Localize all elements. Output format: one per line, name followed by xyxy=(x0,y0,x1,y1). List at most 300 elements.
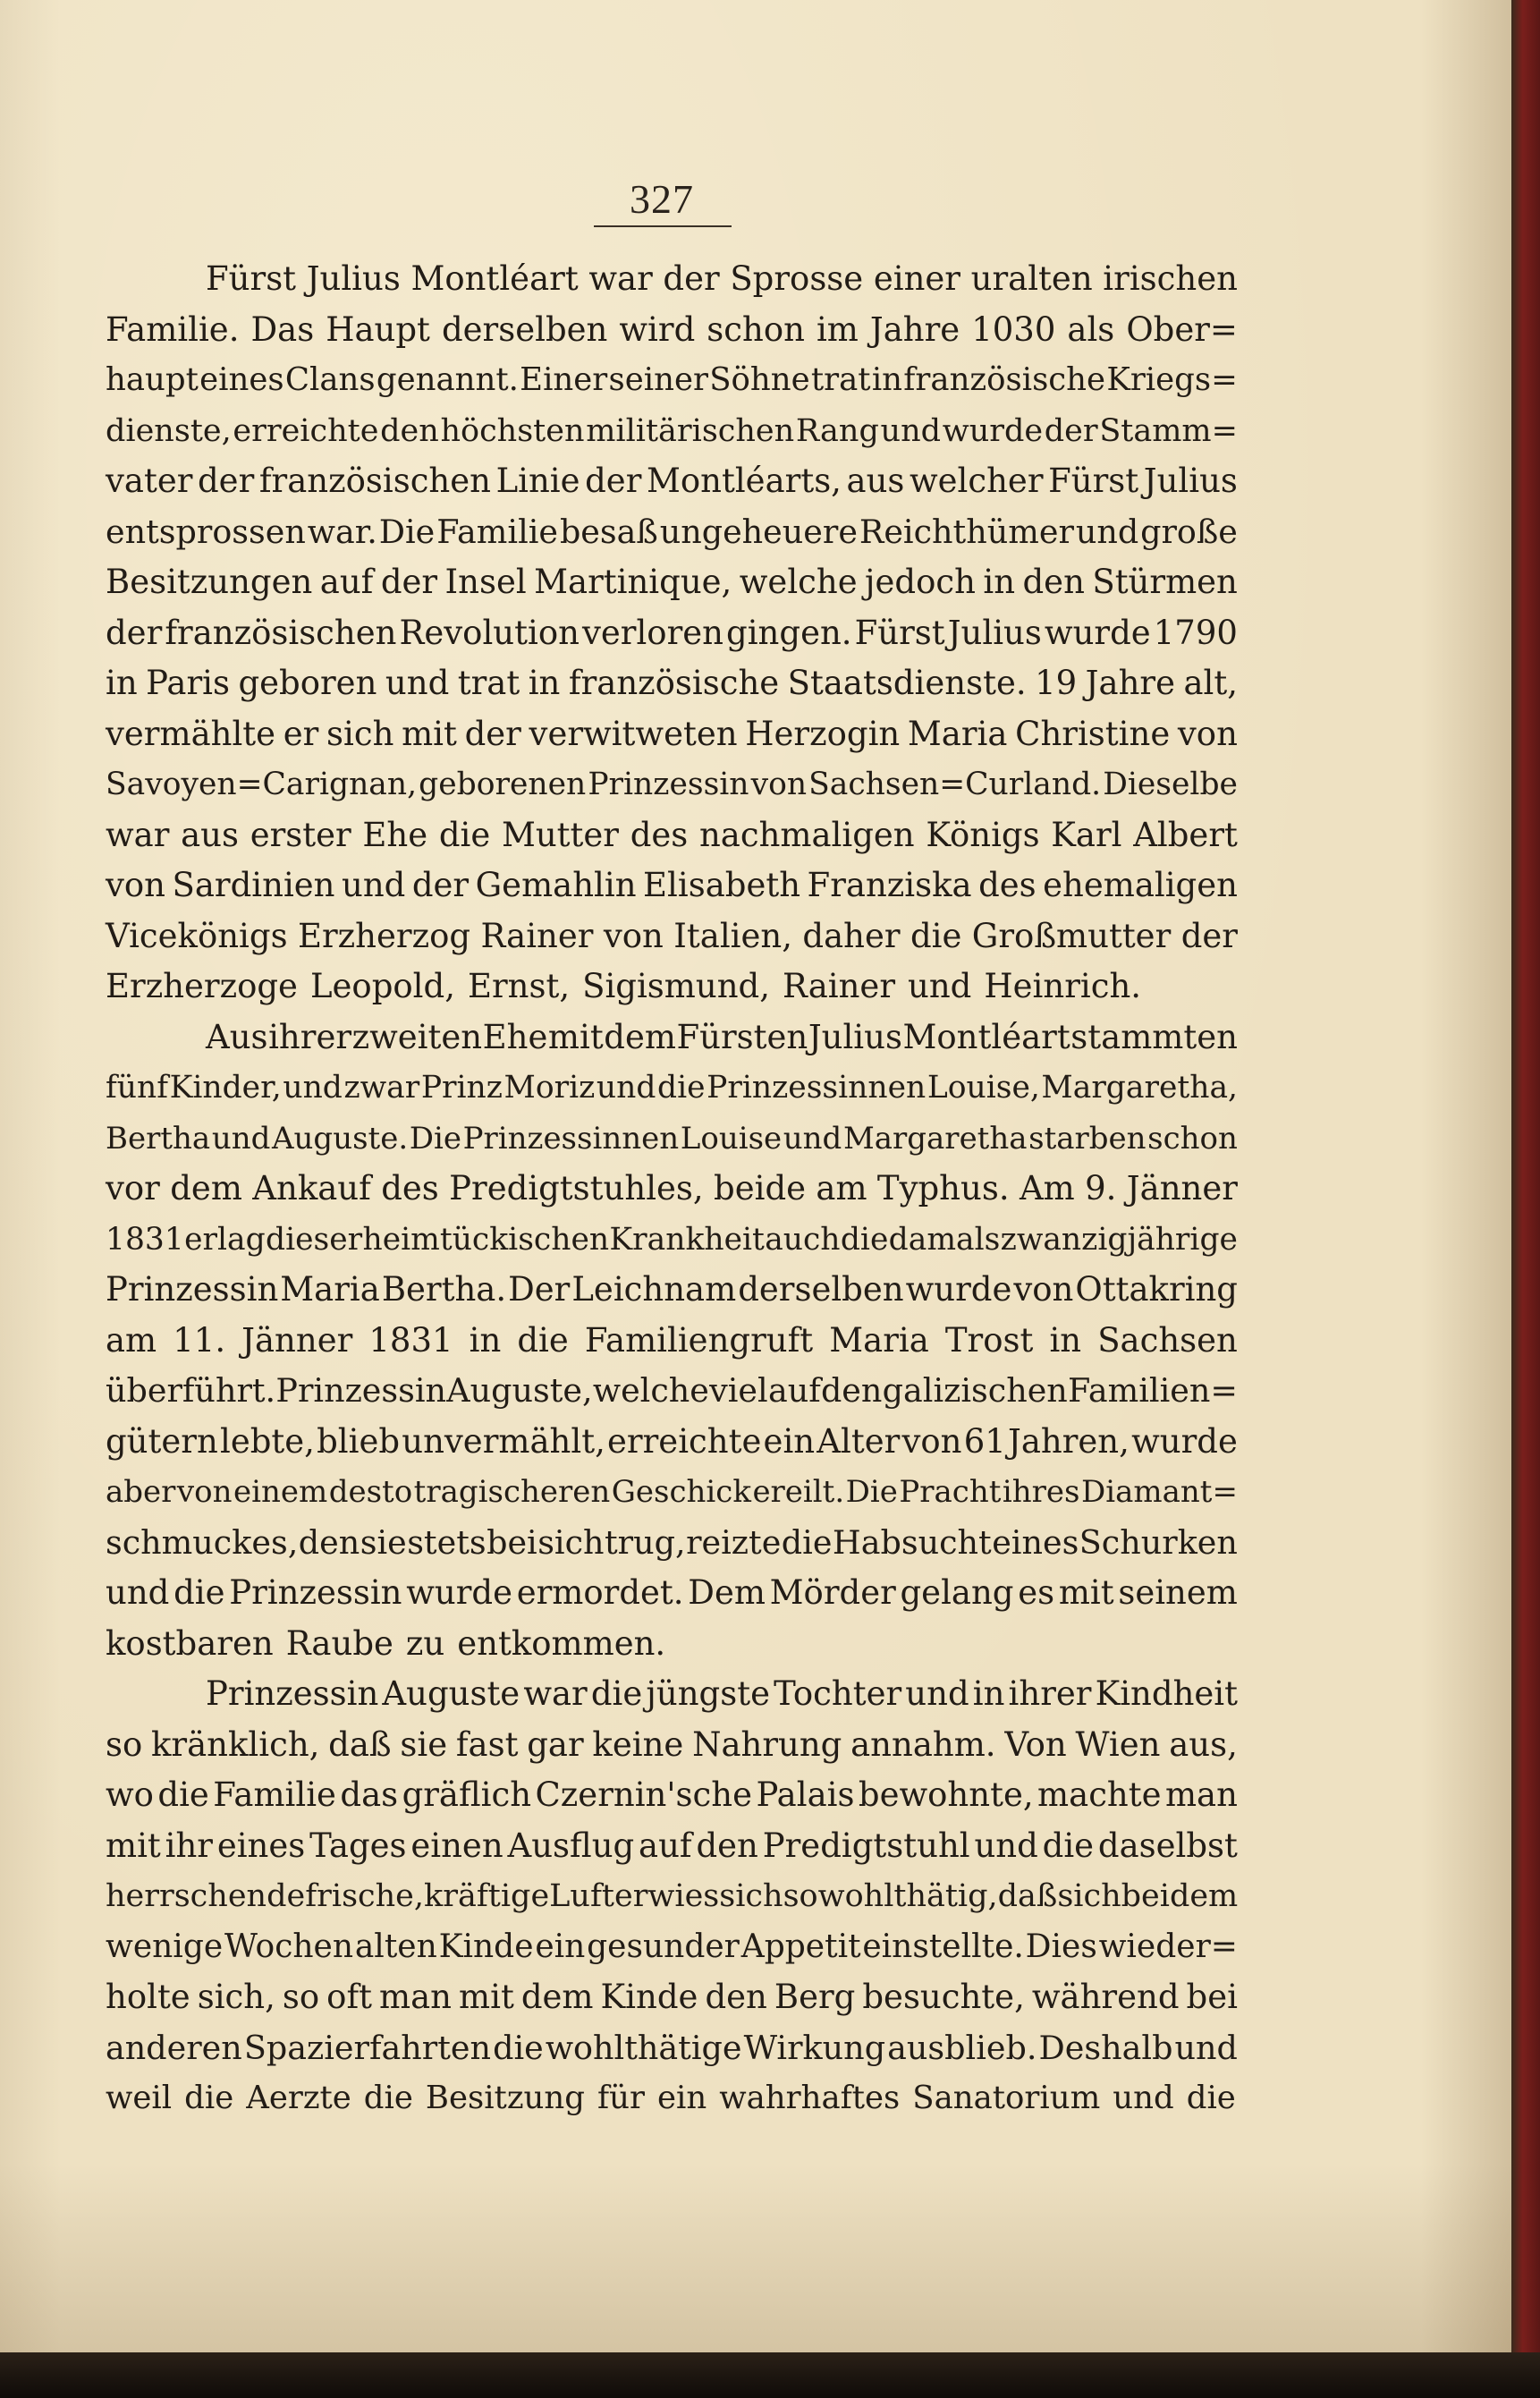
word: am xyxy=(106,1320,157,1360)
word: welche xyxy=(739,563,858,601)
book-spine-edge xyxy=(1511,0,1540,2398)
word: und xyxy=(1113,2080,1174,2116)
word: Leichnam xyxy=(571,1270,737,1309)
word: vor xyxy=(106,1169,160,1207)
word: zu xyxy=(405,1623,445,1663)
word: von xyxy=(1177,714,1238,753)
word: stets xyxy=(407,1522,487,1562)
word: bei xyxy=(1121,1878,1170,1914)
word: die xyxy=(657,1070,706,1106)
word: in xyxy=(1049,1320,1082,1360)
word: aus xyxy=(846,462,905,500)
word: bei xyxy=(487,1522,537,1562)
word: den xyxy=(298,1522,360,1562)
text-line xyxy=(106,1417,1238,1468)
word: sich xyxy=(326,714,394,753)
word: nachmaligen xyxy=(698,815,915,854)
text-line xyxy=(106,1366,1238,1417)
word: kostbaren xyxy=(106,1623,274,1663)
word: 19 xyxy=(1035,664,1078,702)
word: haupt xyxy=(106,361,199,398)
word: Deshalb xyxy=(1038,2028,1173,2067)
word: der xyxy=(585,462,642,500)
word: Reichthümer xyxy=(859,512,1074,551)
word: die xyxy=(493,2028,544,2067)
word: französischen xyxy=(258,462,491,500)
word: zwar xyxy=(343,1070,420,1106)
word: starben xyxy=(1028,1120,1147,1157)
word: Stürmen xyxy=(1092,563,1238,601)
word: Familie xyxy=(436,512,559,551)
word: von xyxy=(603,916,664,955)
word: die xyxy=(1042,1826,1095,1865)
word: und xyxy=(283,1070,343,1106)
word: von xyxy=(106,866,166,904)
word: Ehe xyxy=(482,1017,548,1056)
word: erlag xyxy=(184,1221,266,1258)
word: Louise, xyxy=(927,1070,1040,1106)
word: irischen xyxy=(1103,259,1238,298)
word: im xyxy=(816,309,859,349)
word: Kinde xyxy=(438,1928,534,1965)
word: herrschende xyxy=(106,1878,306,1914)
word: die xyxy=(184,2080,234,2116)
word: daher xyxy=(802,916,901,955)
word: Sardinien xyxy=(172,866,335,904)
word: Familie. xyxy=(106,309,240,349)
word: zwanzigjährige xyxy=(1000,1221,1238,1258)
word: Fürst xyxy=(1048,462,1139,500)
word: Mutter xyxy=(501,815,619,854)
word: Pracht xyxy=(899,1474,1002,1510)
word: Prinzessin xyxy=(588,767,749,802)
word: Ankauf xyxy=(252,1169,371,1207)
word: auf xyxy=(767,1371,821,1410)
word: ein xyxy=(535,1928,586,1965)
word: 61 xyxy=(963,1421,1006,1461)
word: Rainer xyxy=(480,916,594,955)
word: gesunder xyxy=(587,1928,740,1965)
word: erwies xyxy=(613,1878,720,1914)
word: mit xyxy=(402,714,457,753)
text-line xyxy=(106,1063,1238,1114)
text-line xyxy=(106,658,1238,709)
word: kräftige xyxy=(424,1878,550,1914)
word: Nahrung xyxy=(692,1724,842,1764)
word: Prinzessin xyxy=(106,1270,279,1309)
word: Herzogin xyxy=(745,714,901,753)
word: der xyxy=(663,259,720,298)
word: machte xyxy=(1037,1775,1162,1814)
word: von xyxy=(750,767,808,802)
text-line xyxy=(106,1669,1238,1720)
word: so xyxy=(783,1878,818,1914)
word: Mörder xyxy=(769,1573,896,1612)
word: trat xyxy=(457,664,520,702)
word: Ehe xyxy=(362,815,428,854)
text-line xyxy=(106,1922,1238,1973)
word: Dies xyxy=(1025,1928,1097,1965)
text-line xyxy=(106,1215,1238,1266)
word: war xyxy=(523,1674,588,1713)
word: Kinde xyxy=(600,1978,698,2016)
word: Jahre xyxy=(1085,664,1175,702)
page-number: 327 xyxy=(630,176,694,222)
word: Typhus. xyxy=(876,1169,1010,1207)
word: Prinzessin xyxy=(229,1573,402,1612)
word: schon xyxy=(707,309,805,349)
text-line xyxy=(106,254,1238,305)
word: in xyxy=(106,664,138,702)
word: man xyxy=(1164,1775,1238,1814)
word: ein xyxy=(656,2080,707,2116)
word: französische xyxy=(568,664,780,702)
word: Wochen xyxy=(224,1928,354,1965)
word: lebte, xyxy=(219,1421,315,1461)
word: Karl xyxy=(1051,815,1122,854)
word: einen xyxy=(410,1826,503,1865)
word: die xyxy=(840,1221,889,1258)
word: fast xyxy=(455,1724,519,1764)
word: Insel xyxy=(444,563,527,601)
word: Die xyxy=(378,512,436,551)
word: Predigtstuhl xyxy=(762,1826,970,1865)
word: Czernin'sche xyxy=(535,1775,752,1814)
word: gingen. xyxy=(726,613,852,652)
word: Maria xyxy=(907,714,1008,753)
word: Sprosse xyxy=(730,259,864,298)
word: der xyxy=(380,563,438,601)
word: war xyxy=(106,815,170,854)
text-line xyxy=(106,810,1238,861)
word: war xyxy=(588,259,653,298)
word: wenige xyxy=(106,1928,224,1965)
word: ein xyxy=(763,1421,816,1461)
word: in xyxy=(469,1320,502,1360)
word: blieb xyxy=(317,1421,401,1461)
word: viel xyxy=(709,1371,768,1410)
word: Prinzessin xyxy=(275,1371,447,1410)
word: Albert xyxy=(1133,815,1238,854)
text-line xyxy=(106,709,1238,760)
word: Tages xyxy=(309,1826,407,1865)
word: Königs xyxy=(926,815,1040,854)
word: Franziska xyxy=(807,866,972,904)
word: Fürst xyxy=(206,259,297,298)
word: den xyxy=(1022,563,1085,601)
word: Einer xyxy=(520,361,608,398)
word: Luft xyxy=(549,1878,614,1914)
word: Julius xyxy=(947,613,1042,652)
word: Trost xyxy=(944,1320,1034,1360)
word: vater xyxy=(106,462,193,500)
text-line xyxy=(106,557,1238,608)
word: Das xyxy=(250,309,315,349)
word: Spazierfahrten xyxy=(243,2028,491,2067)
text-line xyxy=(106,1265,1238,1316)
word: auf xyxy=(639,1826,692,1865)
word: Tochter xyxy=(774,1674,902,1713)
word: entkommen. xyxy=(457,1623,666,1663)
word: die xyxy=(910,916,962,955)
word: als xyxy=(1067,309,1115,349)
text-line xyxy=(106,1467,1238,1518)
word: Die xyxy=(409,1120,462,1157)
word: 9. xyxy=(1085,1169,1117,1207)
word: während xyxy=(1031,1978,1180,2016)
word: unvermählt, xyxy=(402,1421,605,1461)
word: Vicekönigs xyxy=(106,916,288,955)
word: der xyxy=(1180,916,1238,955)
word: Julius xyxy=(1143,462,1238,500)
word: Christine xyxy=(1015,714,1171,753)
word: schon xyxy=(1147,1120,1238,1157)
word: Diamant= xyxy=(1080,1474,1238,1510)
word: Habsucht xyxy=(832,1522,992,1562)
word: einstellte. xyxy=(862,1928,1024,1965)
word: Die xyxy=(845,1474,898,1510)
word: Fürsten xyxy=(676,1017,808,1056)
word: wurde xyxy=(905,1270,1012,1309)
word: Familie xyxy=(213,1775,336,1814)
word: ihrer xyxy=(1008,1674,1092,1713)
word: und xyxy=(783,1120,842,1157)
word: Maria xyxy=(280,1270,380,1309)
body-text xyxy=(106,254,1238,2124)
word: ihr xyxy=(165,1826,213,1865)
word: mit xyxy=(459,1978,514,2016)
text-line xyxy=(106,355,1238,406)
word: und xyxy=(342,866,406,904)
word: so xyxy=(282,1978,320,2016)
word: Jänner xyxy=(1126,1169,1238,1207)
word: wohlthätig, xyxy=(817,1878,998,1914)
word: frische, xyxy=(305,1878,425,1914)
word: französische xyxy=(903,361,1106,398)
word: Söhne xyxy=(709,361,810,398)
word: dem xyxy=(1169,1878,1239,1914)
word: Kriegs= xyxy=(1106,361,1238,398)
text-line xyxy=(106,1972,1238,2023)
word: des xyxy=(978,866,1037,904)
text-line xyxy=(106,1770,1238,1821)
word: Kinder, xyxy=(169,1070,282,1106)
word: derselben xyxy=(441,309,608,349)
word: Schurken xyxy=(1079,1522,1238,1562)
word: eines xyxy=(216,1826,306,1865)
text-line xyxy=(106,1821,1238,1872)
text-line xyxy=(106,759,1238,810)
word: entsprossen xyxy=(106,512,306,551)
word: oft xyxy=(326,1978,373,2016)
word: Montléarts, xyxy=(646,462,842,500)
word: die xyxy=(517,1320,569,1360)
word: Haupt xyxy=(326,309,430,349)
word: schmuckes, xyxy=(106,1522,299,1562)
word: Jahren, xyxy=(1007,1421,1130,1461)
word: Am xyxy=(1019,1169,1075,1207)
word: Stamm= xyxy=(1099,412,1238,449)
word: Wien xyxy=(1075,1724,1161,1764)
word: gütern xyxy=(106,1421,218,1461)
word: zweiten xyxy=(351,1017,483,1056)
page-number-rule xyxy=(594,225,732,227)
word: das xyxy=(340,1775,399,1814)
word: ereilt. xyxy=(752,1474,845,1510)
word: Ernst, xyxy=(467,967,571,1005)
word: besaß xyxy=(559,512,658,551)
word: man xyxy=(379,1978,453,2016)
word: Erzherzoge xyxy=(106,967,298,1005)
word: Louise xyxy=(680,1120,783,1157)
word: auch xyxy=(765,1221,841,1258)
word: 11. xyxy=(173,1320,226,1360)
word: Von xyxy=(1004,1724,1067,1764)
word: Berg xyxy=(774,1978,856,2016)
word: des xyxy=(381,1169,439,1207)
text-line xyxy=(106,406,1238,457)
word: die xyxy=(438,815,491,854)
word: Julius xyxy=(808,1017,902,1056)
page-bottom-shadow xyxy=(0,2352,1540,2398)
word: verloren xyxy=(581,613,723,652)
word: mit xyxy=(106,1826,161,1865)
word: von xyxy=(1013,1270,1074,1309)
word: geborenen xyxy=(419,767,587,802)
word: von xyxy=(176,1474,233,1510)
word: trat xyxy=(810,361,871,398)
word: Margaretha xyxy=(842,1120,1028,1157)
word: der xyxy=(464,714,521,753)
word: in xyxy=(972,1674,1005,1713)
word: wohlthätige xyxy=(545,2028,742,2067)
word: eines xyxy=(199,361,284,398)
word: militärischen xyxy=(586,412,795,449)
word: es xyxy=(1018,1573,1055,1612)
word: eines xyxy=(992,1522,1079,1562)
word: aber xyxy=(106,1474,176,1510)
word: und xyxy=(211,1120,271,1157)
word: den xyxy=(380,412,439,449)
word: seiner xyxy=(608,361,708,398)
word: ungeheuere xyxy=(659,512,858,551)
word: der xyxy=(411,866,470,904)
word: Familien= xyxy=(1068,1371,1238,1410)
word: Jahre xyxy=(869,309,960,349)
word: Auguste, xyxy=(446,1371,593,1410)
word: die xyxy=(781,1522,833,1562)
word: mit xyxy=(1058,1573,1114,1612)
word: geboren xyxy=(238,664,377,702)
word: dem xyxy=(170,1169,242,1207)
word: in xyxy=(528,664,561,702)
word: war. xyxy=(307,512,377,551)
word: Julius xyxy=(306,259,401,298)
word: Besitzung xyxy=(425,2080,585,2116)
word: reizte xyxy=(686,1522,782,1562)
word: höchsten xyxy=(440,412,585,449)
word: jüngste xyxy=(646,1674,770,1713)
word: und xyxy=(908,967,972,1005)
text-line xyxy=(106,1518,1238,1569)
text-line xyxy=(106,1114,1238,1165)
word: dem xyxy=(604,1017,676,1056)
word: dem xyxy=(520,1978,594,2016)
word: erreichte xyxy=(607,1421,762,1461)
word: Dem xyxy=(688,1573,766,1612)
word: Elisabeth xyxy=(643,866,801,904)
word: den xyxy=(705,1978,767,2016)
word: keine xyxy=(592,1724,684,1764)
word: Prinzessin xyxy=(206,1674,379,1713)
word: annahm. xyxy=(850,1724,996,1764)
text-line xyxy=(106,1164,1238,1215)
word: daß xyxy=(997,1878,1058,1914)
word: wieder= xyxy=(1098,1928,1238,1965)
word: gar xyxy=(527,1724,584,1764)
word: Bertha. xyxy=(381,1270,507,1309)
word: große xyxy=(1140,512,1238,551)
word: derselben xyxy=(738,1270,904,1309)
word: seinem xyxy=(1118,1573,1238,1612)
word: Alter xyxy=(817,1421,901,1461)
text-line xyxy=(106,962,1238,1013)
word: anderen xyxy=(106,2028,242,2067)
word: Palais xyxy=(756,1775,855,1814)
word: 1831 xyxy=(106,1221,184,1258)
word: Auguste xyxy=(382,1674,520,1713)
text-line xyxy=(106,507,1238,558)
word: wurde xyxy=(942,412,1044,449)
word: französischen xyxy=(165,613,397,652)
word: Raube xyxy=(285,1623,393,1663)
word: und xyxy=(385,664,450,702)
word: bewohnte, xyxy=(858,1775,1034,1814)
word: Auguste. xyxy=(271,1120,409,1157)
word: und xyxy=(106,1573,170,1612)
text-line xyxy=(106,456,1238,507)
word: Der xyxy=(508,1270,571,1309)
word: verwitweten xyxy=(529,714,738,753)
word: fünf xyxy=(106,1070,168,1106)
word: Heinrich. xyxy=(984,967,1142,1005)
word: wo xyxy=(106,1775,154,1814)
word: und xyxy=(1075,512,1139,551)
word: Geschick xyxy=(611,1474,751,1510)
word: Predigtstuhles, xyxy=(449,1169,704,1207)
word: ihres xyxy=(1002,1474,1080,1510)
word: und xyxy=(1174,2028,1238,2067)
text-line xyxy=(106,1871,1238,1922)
word: 1790 xyxy=(1153,613,1238,652)
word: Großmutter xyxy=(971,916,1172,955)
text-line xyxy=(106,1720,1238,1771)
word: in xyxy=(983,563,1016,601)
word: wird xyxy=(619,309,696,349)
word: Besitzungen xyxy=(106,563,313,601)
word: Sachsen=Curland. xyxy=(808,767,1102,802)
word: sie xyxy=(360,1522,407,1562)
word: Italien, xyxy=(673,916,792,955)
word: gelang xyxy=(900,1573,1014,1612)
word: einer xyxy=(873,259,960,298)
word: heimtückischen xyxy=(362,1221,610,1258)
word: sich, xyxy=(197,1978,275,2016)
word: Prinz xyxy=(420,1070,503,1106)
text-line xyxy=(106,1316,1238,1367)
word: beide xyxy=(714,1169,807,1207)
word: Staatsdienste. xyxy=(787,664,1027,702)
